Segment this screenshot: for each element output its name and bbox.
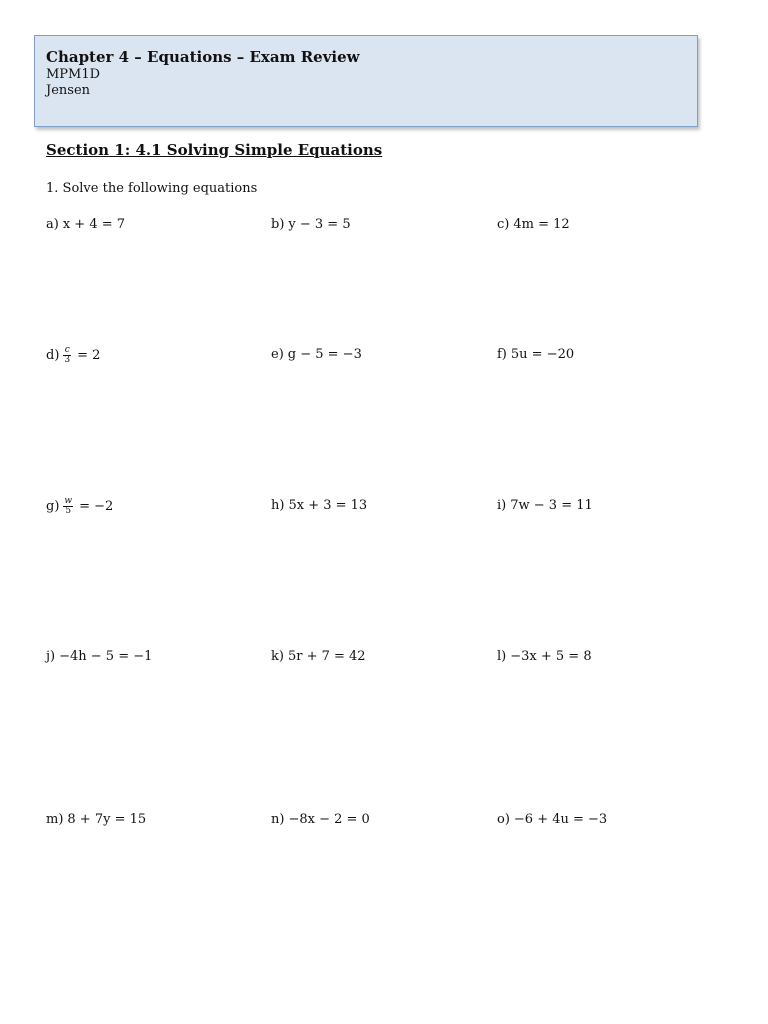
header-box <box>34 35 698 127</box>
problem-d <box>46 346 100 365</box>
problem-label: l) <box>497 649 507 664</box>
problem-o <box>497 811 607 829</box>
teacher-name: Jensen <box>46 83 91 98</box>
problem-rhs: = −2 <box>79 499 114 514</box>
problem-e <box>271 346 362 364</box>
problem-equation: 4m = 12 <box>513 217 570 232</box>
problem-j <box>46 648 152 666</box>
problem-label: e) <box>271 347 284 362</box>
fraction-denominator: 5 <box>65 506 72 516</box>
fraction-numerator: c <box>64 345 70 355</box>
problem-equation: −3x + 5 = 8 <box>510 649 592 664</box>
problem-rhs: = 2 <box>77 348 101 363</box>
problem-equation: 5x + 3 = 13 <box>288 498 368 513</box>
problem-equation: −6 + 4u = −3 <box>513 812 608 827</box>
problem-label: b) <box>271 217 285 232</box>
problem-k <box>271 648 366 666</box>
fraction <box>63 497 73 516</box>
problem-label: h) <box>271 498 285 513</box>
problem-equation: x + 4 = 7 <box>62 217 126 232</box>
problem-equation: −4h − 5 = −1 <box>59 649 153 664</box>
problem-label: o) <box>497 812 510 827</box>
problem-label: n) <box>271 812 285 827</box>
problem-label: j) <box>46 649 56 664</box>
problem-i <box>497 497 593 515</box>
fraction-numerator: w <box>64 496 73 506</box>
problem-label: m) <box>46 812 64 827</box>
problem-c <box>497 216 570 234</box>
problem-equation: 7w − 3 = 11 <box>510 498 593 513</box>
problem-label: a) <box>46 217 59 232</box>
problem-a <box>46 216 125 234</box>
problem-equation: y − 3 = 5 <box>288 217 351 232</box>
problem-label: k) <box>271 649 284 664</box>
course-code: MPM1D <box>46 67 101 82</box>
document-title: Chapter 4 – Equations – Exam Review <box>46 48 360 66</box>
problem-label: i) <box>497 498 507 513</box>
problem-equation: 5r + 7 = 42 <box>287 649 366 664</box>
problem-f <box>497 346 574 364</box>
problem-label: g) <box>46 499 60 514</box>
problem-b <box>271 216 351 234</box>
problem-l <box>497 648 592 666</box>
fraction-denominator: 3 <box>64 355 71 365</box>
section-heading: Section 1: 4.1 Solving Simple Equations <box>46 141 383 159</box>
problem-m <box>46 811 146 829</box>
problem-equation: 8 + 7y = 15 <box>67 812 147 827</box>
problem-label: f) <box>497 347 507 362</box>
problem-equation: 5u = −20 <box>510 347 575 362</box>
problem-label: c) <box>497 217 510 232</box>
problem-n <box>271 811 370 829</box>
problem-label: d) <box>46 348 60 363</box>
fraction <box>63 346 71 365</box>
instruction-text: 1. Solve the following equations <box>46 181 258 196</box>
problem-g <box>46 497 113 516</box>
problem-equation: g − 5 = −3 <box>287 347 362 362</box>
problem-h <box>271 497 367 515</box>
problem-equation: −8x − 2 = 0 <box>288 812 370 827</box>
